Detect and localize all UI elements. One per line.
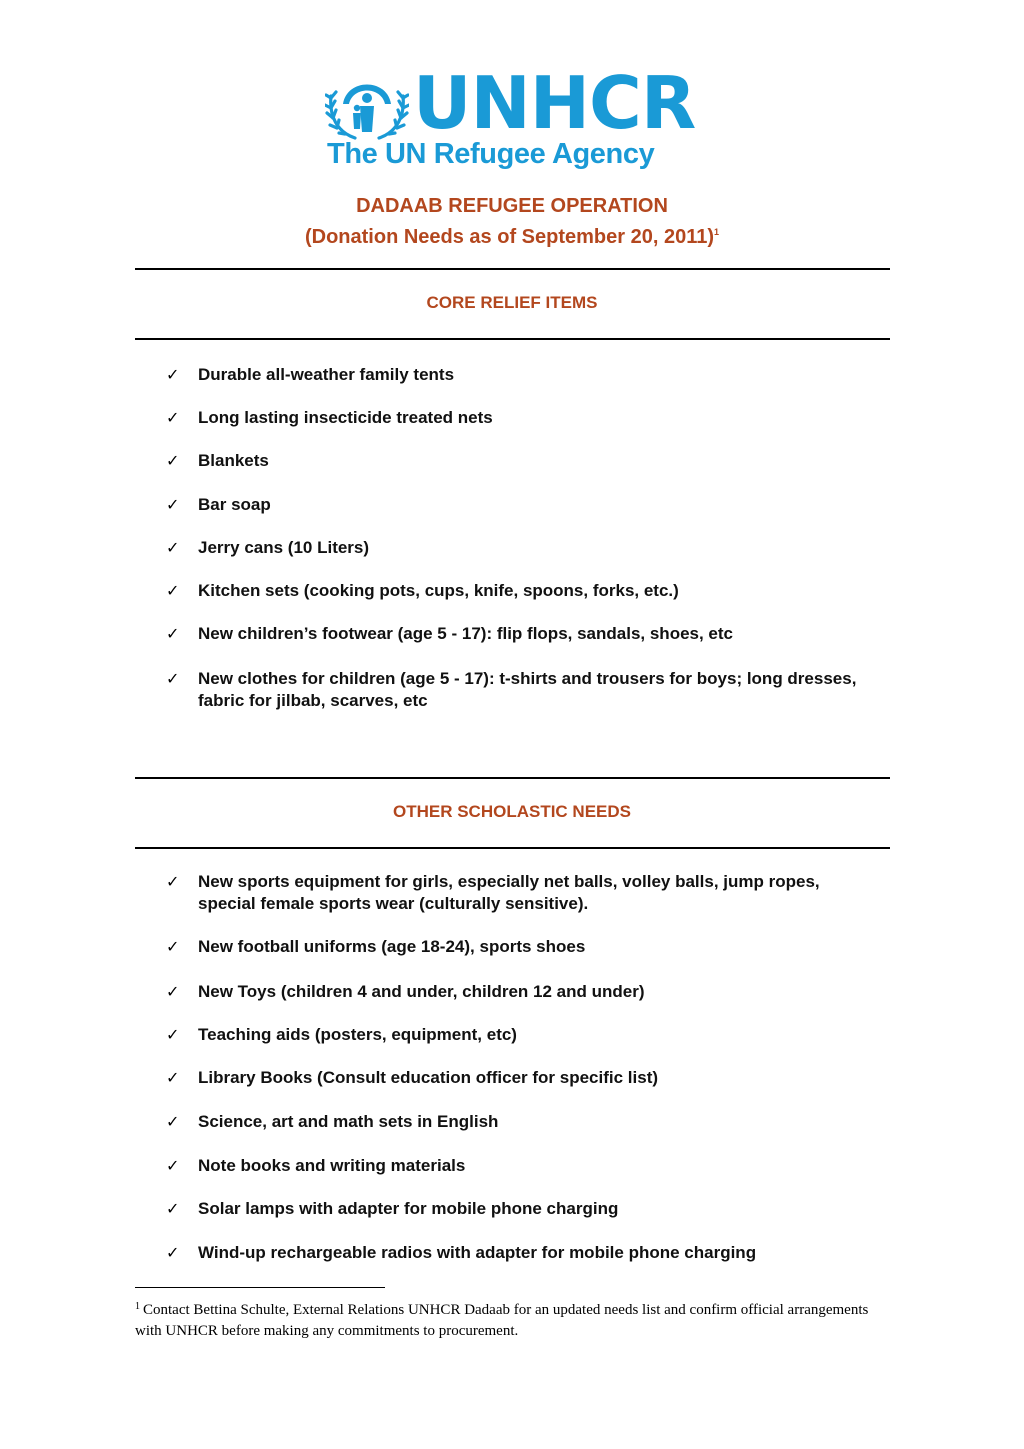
footnote-marker: 1 [135,1301,140,1312]
checkmark-icon: ✓ [166,451,180,470]
section-divider [135,777,890,779]
list-item-text: Solar lamps with adapter for mobile phone charging [198,1199,619,1218]
logo-wordmark: UNHCR [413,61,696,145]
checkmark-icon: ✓ [166,1068,180,1087]
document-subtitle-text: (Donation Needs as of September 20, 2011) [304,226,714,248]
checkmark-icon: ✓ [166,365,180,384]
checkmark-icon: ✓ [166,1156,180,1175]
list-item-text: Jerry cans (10 Liters) [198,538,370,557]
footnote-reference: 1 [714,227,720,237]
footnote-text: Contact Bettina Schulte, External Relations UNHCR Dadaab for an updated needs list and confirm official arrangements with UNHCR before making any commitments to procurement. [135,1302,869,1339]
list-item-text: New clothes for children (age 5 - 17): t-shirts and trousers for boys; long dresses, fabric for jilbab, scarves, etc [198,669,857,710]
list-item-text: Teaching aids (posters, equipment, etc) [198,1025,517,1044]
list-item-text: New sports equipment for girls, especially net balls, volley balls, jump ropes, special female sports wear (culturally sensitive). [198,872,820,913]
footnote [135,1296,890,1342]
checkmark-icon: ✓ [166,624,180,643]
section-heading-core-relief: CORE RELIEF ITEMS [426,293,598,312]
checkmark-icon: ✓ [166,1199,180,1218]
checkmark-icon: ✓ [166,408,180,427]
checkmark-icon: ✓ [166,1112,180,1131]
checkmark-icon: ✓ [166,581,180,600]
list-item-text: Library Books (Consult education officer for specific list) [198,1068,659,1087]
checkmark-icon: ✓ [166,1243,180,1262]
list-item-text: Science, art and math sets in English [198,1112,499,1131]
section-divider [135,847,890,849]
checkmark-icon: ✓ [166,872,180,891]
list-item-text: New children’s footwear (age 5 - 17): flip flops, sandals, shoes, etc [198,624,734,643]
list-item-text: Long lasting insecticide treated nets [198,408,493,427]
list-item-text: Note books and writing materials [198,1156,466,1175]
list-item-text: Durable all-weather family tents [198,365,455,384]
checkmark-icon: ✓ [166,538,180,557]
document-subtitle [0,219,1024,250]
footnote-separator [135,1287,385,1288]
checkmark-icon: ✓ [166,1025,180,1044]
section-divider [135,268,890,270]
checkmark-icon: ✓ [166,982,180,1001]
checkmark-icon: ✓ [166,495,180,514]
unhcr-logo [325,61,696,172]
list-item-text: New football uniforms (age 18-24), sports shoes [198,937,586,956]
unhcr-emblem-icon [325,68,409,144]
section-divider [135,338,890,340]
list-item-text: New Toys (children 4 and under, children 12 and under) [198,982,645,1001]
document-title: DADAAB REFUGEE OPERATION [356,195,668,217]
section-heading-scholastic: OTHER SCHOLASTIC NEEDS [392,802,632,821]
list-item-text: Kitchen sets (cooking pots, cups, knife, spoons, forks, etc.) [198,581,679,600]
logo-tagline: The UN Refugee Agency [327,138,655,170]
checkmark-icon: ✓ [166,669,180,688]
list-item-text: Blankets [198,451,269,470]
checkmark-icon: ✓ [166,937,180,956]
list-item-text: Bar soap [198,495,271,514]
list-item-text: Wind-up rechargeable radios with adapter for mobile phone charging [198,1243,757,1262]
